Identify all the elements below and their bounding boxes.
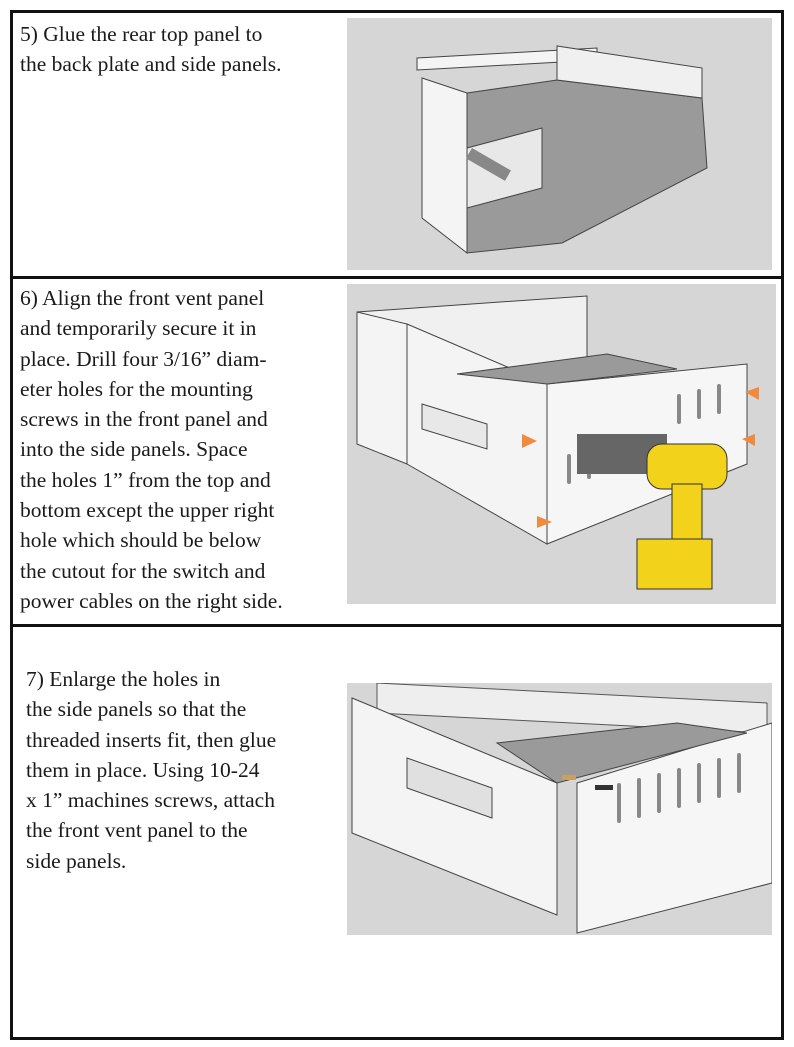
step-7-text [26, 664, 276, 876]
step-6-text [20, 283, 283, 616]
section-divider [10, 276, 784, 279]
text-line: screws in the front panel and [20, 407, 268, 432]
text-line: power cables on the right side. [20, 588, 283, 613]
text-line: and temporarily secure it in [20, 316, 257, 341]
text-line: threaded inserts fit, then glue [26, 727, 277, 752]
text-line: side panels. [26, 848, 127, 873]
text-line: eter holes for the mounting [20, 376, 253, 401]
text-line: the back plate and side panels. [20, 52, 282, 77]
text-line: bottom except the upper right [20, 498, 275, 523]
text-line: 5) Glue the rear top panel to [20, 22, 263, 46]
step-7-illustration [347, 683, 772, 935]
step-5-illustration [347, 18, 772, 270]
text-line: the side panels so that the [26, 697, 247, 722]
text-line: place. Drill four 3/16” diam- [20, 346, 267, 371]
step-5-text [20, 19, 282, 80]
text-line: hole which should be below [20, 528, 262, 553]
text-line: the front vent panel to the [26, 818, 248, 843]
text-line: the cutout for the switch and [20, 558, 266, 583]
text-line: the holes 1” from the top and [20, 467, 271, 492]
text-line: them in place. Using 10-24 [26, 757, 260, 782]
text-line: into the side panels. Space [20, 437, 248, 462]
text-line: 7) Enlarge the holes in [26, 667, 221, 691]
text-line: x 1” machines screws, attach [26, 788, 275, 813]
section-divider [10, 624, 784, 627]
step-6-illustration [347, 284, 776, 604]
text-line: 6) Align the front vent panel [20, 286, 265, 310]
